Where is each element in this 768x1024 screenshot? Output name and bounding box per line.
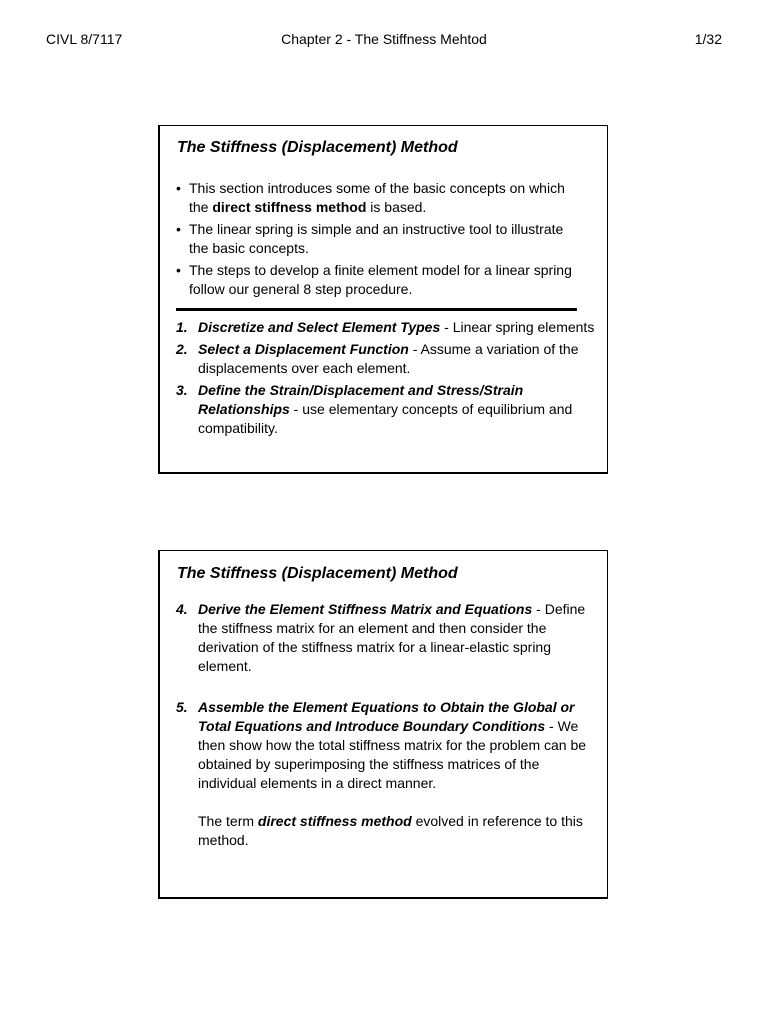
bullet-item: [176, 179, 576, 217]
step-heading: Select a Displacement Function: [198, 341, 409, 357]
step-item: [176, 318, 596, 337]
step-number: 5.: [176, 699, 188, 715]
bullet-icon: •: [176, 180, 181, 196]
step-item: [176, 340, 596, 378]
step-text: - Assume a variation of the displacements over each element.: [198, 341, 579, 376]
step-heading: Derive the Element Stiffness Matrix and Equations: [198, 601, 533, 617]
step-item: [176, 698, 596, 850]
step-number: 4.: [176, 601, 188, 617]
bullet-item: [176, 261, 576, 299]
bullet-item: [176, 220, 576, 258]
bullet-list: [176, 179, 576, 302]
step-number: 2.: [176, 341, 188, 357]
slide-title: The Stiffness (Displacement) Method: [177, 565, 458, 582]
step-list: [176, 318, 596, 441]
step-number: 3.: [176, 382, 188, 398]
step-text: - Linear spring elements: [440, 319, 595, 335]
step-note: [198, 812, 596, 850]
bullet-icon: •: [176, 262, 181, 278]
bullet-emphasis: direct stiffness method: [212, 199, 367, 215]
note-text: evolved in reference to this method.: [198, 813, 583, 848]
step-number: 1.: [176, 319, 188, 335]
bullet-icon: •: [176, 221, 181, 237]
header-course-code: CIVL 8/7117: [46, 31, 123, 47]
divider: [176, 308, 577, 311]
step-heading: Assemble the Element Equations to Obtain the Global or Total Equations and Introduce Boundary Conditions: [198, 699, 575, 734]
step-text: - use elementary concepts of equilibrium and compatibility.: [198, 401, 573, 436]
step-heading: Discretize and Select Element Types: [198, 319, 441, 335]
step-item: [176, 600, 596, 676]
header-chapter-title: Chapter 2 - The Stiffness Mehtod: [281, 31, 487, 47]
header-page-number: 1/32: [694, 31, 722, 47]
note-text: The term: [198, 813, 258, 829]
slide-2: [158, 550, 608, 899]
slide-1: [158, 125, 608, 474]
note-emphasis: direct stiffness method: [257, 813, 412, 829]
step-text: - Define the stiffness matrix for an element and then consider the derivation of the stiffness matrix for a linear-elastic spring element.: [198, 601, 586, 674]
slide-title: The Stiffness (Displacement) Method: [177, 139, 458, 156]
bullet-text: is based.: [366, 199, 427, 215]
step-heading: Define the Strain/Displacement and Stress/Strain Relationships: [198, 382, 524, 417]
step-list: [176, 600, 596, 872]
bullet-text: This section introduces some of the basic concepts on which the: [189, 180, 565, 215]
bullet-text: The steps to develop a finite element model for a linear spring follow our general 8 step procedure.: [189, 262, 572, 297]
step-text: - We then show how the total stiffness matrix for the problem can be obtained by superimposing the stiffness matrices of the individual elements in a direct manner.: [198, 718, 587, 791]
step-item: [176, 381, 596, 438]
bullet-text: The linear spring is simple and an instructive tool to illustrate the basic concepts.: [189, 221, 564, 256]
